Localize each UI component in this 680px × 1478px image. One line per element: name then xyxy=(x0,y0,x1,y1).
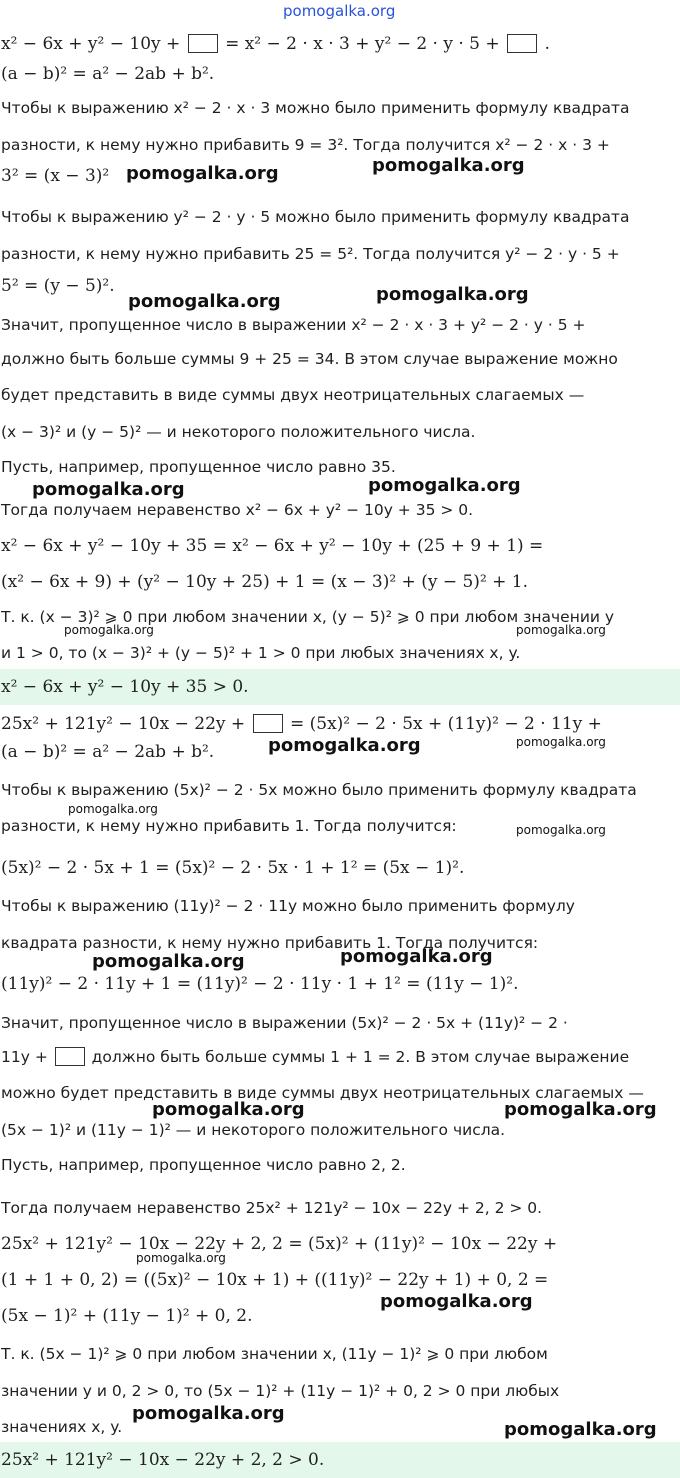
line-23: разности, к нему нужно прибавить 1. Тогда получится: xyxy=(1,817,457,835)
line-22: Чтобы к выражению (5x)² − 2 · 5x можно было применить формулу квадрата xyxy=(1,781,637,799)
answer-2: 25x² + 121y² − 10x − 22y + 2, 2 > 0. xyxy=(0,1442,680,1478)
line-11: будет представить в виде суммы двух неотрицательных слагаемых — xyxy=(1,386,585,404)
watermark: pomogalka.org xyxy=(504,1419,657,1440)
line-32: Пусть, например, пропущенное число равно 2, 2. xyxy=(1,1156,406,1174)
line-26: квадрата разности, к нему нужно прибавить 1. Тогда получится: xyxy=(1,934,539,952)
answer-1: x² − 6x + y² − 10y + 35 > 0. xyxy=(0,669,680,705)
watermark: pomogalka.org xyxy=(152,1099,305,1120)
watermark: pomogalka.org xyxy=(516,735,606,749)
blank-box xyxy=(55,1047,85,1066)
blank-box xyxy=(507,34,537,53)
line-35: (1 + 1 + 0, 2) = ((5x)² − 10x + 1) + ((11y)² − 22y + 1) + 0, 2 = xyxy=(1,1270,549,1290)
watermark: pomogalka.org xyxy=(516,823,606,837)
blank-box xyxy=(188,34,218,53)
line-7: разности, к нему нужно прибавить 25 = 5². Тогда получится y² − 2 · y · 5 + xyxy=(1,245,620,263)
watermark: pomogalka.org xyxy=(136,1251,226,1265)
line-30: можно будет представить в виде суммы двух неотрицательных слагаемых — xyxy=(1,1084,644,1102)
line-3: Чтобы к выражению x² − 2 · x · 3 можно было применить формулу квадрата xyxy=(1,99,630,117)
line-2: (a − b)² = a² − 2ab + b². xyxy=(1,64,215,84)
line-12: (x − 3)² и (y − 5)² — и некоторого положительного числа. xyxy=(1,423,476,441)
line-21: (a − b)² = a² − 2ab + b². xyxy=(1,742,215,762)
line-38: значении y и 0, 2 > 0, то (5x − 1)² + (11y − 1)² + 0, 2 > 0 при любых xyxy=(1,1382,560,1400)
line-8: 5² = (y − 5)². xyxy=(1,276,115,296)
line-5: 3² = (x − 3)² xyxy=(1,166,110,186)
line-36: (5x − 1)² + (11y − 1)² + 0, 2. xyxy=(1,1306,253,1326)
watermark: pomogalka.org xyxy=(128,291,281,312)
watermark: pomogalka.org xyxy=(132,1403,285,1424)
line-27: (11y)² − 2 · 11y + 1 = (11y)² − 2 · 11y · 1 + 1² = (11y − 1)². xyxy=(1,974,519,994)
watermark: pomogalka.org xyxy=(368,475,521,496)
watermark: pomogalka.org xyxy=(92,951,245,972)
watermark: pomogalka.org xyxy=(64,623,154,637)
line-20: 25x² + 121y² − 10x − 22y + = (5x)² − 2 · 5x + (11y)² − 2 · 11y + xyxy=(1,714,602,734)
line-4: разности, к нему нужно прибавить 9 = 3². Тогда получится x² − 2 · x · 3 + xyxy=(1,136,610,154)
line-1: x² − 6x + y² − 10y + = x² − 2 · x · 3 + y² − 2 · y · 5 + . xyxy=(1,34,550,54)
watermark: pomogalka.org xyxy=(126,163,279,184)
line-29: 11y + должно быть больше суммы 1 + 1 = 2. В этом случае выражение xyxy=(1,1048,630,1066)
line-15: x² − 6x + y² − 10y + 35 = x² − 6x + y² − 10y + (25 + 9 + 1) = xyxy=(1,536,544,556)
watermark: pomogalka.org xyxy=(376,284,529,305)
line-24: (5x)² − 2 · 5x + 1 = (5x)² − 2 · 5x · 1 + 1² = (5x − 1)². xyxy=(1,858,465,878)
line-39: значениях x, y. xyxy=(1,1418,123,1436)
line-37: Т. к. (5x − 1)² ⩾ 0 при любом значении x, (11y − 1)² ⩾ 0 при любом xyxy=(1,1345,548,1363)
line-31: (5x − 1)² и (11y − 1)² — и некоторого положительного числа. xyxy=(1,1121,506,1139)
watermark: pomogalka.org xyxy=(504,1099,657,1120)
watermark: pomogalka.org xyxy=(32,479,185,500)
line-6: Чтобы к выражению y² − 2 · y · 5 можно было применить формулу квадрата xyxy=(1,208,630,226)
watermark: pomogalka.org xyxy=(268,735,421,756)
line-25: Чтобы к выражению (11y)² − 2 · 11y можно было применить формулу xyxy=(1,897,575,915)
watermark: pomogalka.org xyxy=(516,623,606,637)
blank-box xyxy=(253,714,283,733)
watermark: pomogalka.org xyxy=(380,1291,533,1312)
line-16: (x² − 6x + 9) + (y² − 10y + 25) + 1 = (x − 3)² + (y − 5)² + 1. xyxy=(1,572,529,592)
watermark-top: pomogalka.org xyxy=(283,2,396,20)
watermark: pomogalka.org xyxy=(68,802,158,816)
line-34: 25x² + 121y² − 10x − 22y + 2, 2 = (5x)² + (11y)² − 10x − 22y + xyxy=(1,1234,558,1254)
line-10: должно быть больше суммы 9 + 25 = 34. В этом случае выражение можно xyxy=(1,350,618,368)
line-9: Значит, пропущенное число в выражении x² − 2 · x · 3 + y² − 2 · y · 5 + xyxy=(1,316,586,334)
line-17: Т. к. (x − 3)² ⩾ 0 при любом значении x, (y − 5)² ⩾ 0 при любом значении y xyxy=(1,608,615,626)
line-33: Тогда получаем неравенство 25x² + 121y² − 10x − 22y + 2, 2 > 0. xyxy=(1,1199,543,1217)
line-18: и 1 > 0, то (x − 3)² + (y − 5)² + 1 > 0 при любых значениях x, y. xyxy=(1,644,521,662)
line-13: Пусть, например, пропущенное число равно 35. xyxy=(1,458,396,476)
watermark: pomogalka.org xyxy=(340,946,493,967)
watermark: pomogalka.org xyxy=(372,155,525,176)
line-14: Тогда получаем неравенство x² − 6x + y² − 10y + 35 > 0. xyxy=(1,501,474,519)
line-28: Значит, пропущенное число в выражении (5x)² − 2 · 5x + (11y)² − 2 · xyxy=(1,1014,568,1032)
